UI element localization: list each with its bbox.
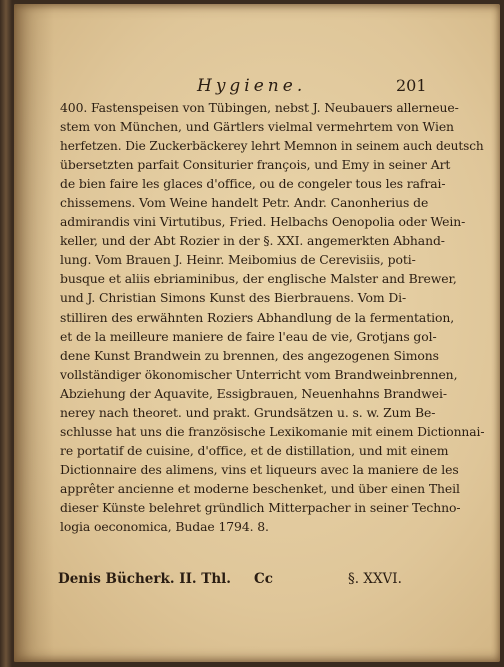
catchword-section: §. XXVI.	[348, 571, 402, 587]
text-line: dieser Künste belehret gründlich Mitterpacher in seiner Techno-	[60, 499, 461, 515]
text-line: de bien faire les glaces d'office, ou de congeler tous les rafrai-	[60, 176, 446, 192]
page-number: 201	[396, 76, 427, 95]
text-line: 400. Fastenspeisen von Tübingen, nebst J. Neubauers allerneue-	[60, 100, 459, 115]
text-line: lung. Vom Brauen J. Heinr. Meibomius de Cerevisiis, poti-	[60, 252, 416, 268]
text-line: Dictionnaire des alimens, vins et liqueurs avec la maniere de les	[60, 461, 459, 477]
text-line: Abziehung der Aquavite, Essigbrauen, Neuenhahns Brandwei-	[60, 385, 447, 401]
text-line: herfetzen. Die Zuckerbäckerey lehrt Memnon in seinem auch deutsch	[60, 138, 484, 154]
text-line: apprêter ancienne et moderne beschenket, und über einen Theil	[60, 480, 460, 496]
text-line: stilliren des erwähnten Roziers Abhandlung de la fermentation,	[60, 309, 455, 325]
text-line: dene Kunst Brandwein zu brennen, des angezogenen Simons	[60, 347, 439, 363]
text-line: nerey nach theoret. und prakt. Grundsätzen u. s. w. Zum Be-	[60, 404, 436, 420]
text-line: vollständiger ökonomischer Unterricht vom Brandweinbrennen,	[60, 366, 458, 382]
text-line: re portatif de cuisine, d'office, et de distillation, und mit einem	[60, 442, 449, 458]
running-head	[14, 76, 500, 96]
text-line: stem von München, und Gärtlers vielmal vermehrtem von Wien	[60, 119, 454, 135]
text-line: et de la meilleure maniere de faire l'eau de vie, Grotjans gol-	[60, 328, 437, 344]
text-line: und J. Christian Simons Kunst des Bierbrauens. Vom Di-	[60, 290, 407, 306]
text-line: busque et aliis ebriaminibus, der englische Malster and Brewer,	[60, 271, 457, 287]
text-line: schlusse hat uns die französische Lexikomanie mit einem Dictionnai-	[60, 423, 485, 439]
gutter-shadow	[14, 4, 54, 662]
running-title: Hygiene.	[197, 76, 307, 96]
text-line: admirandis vini Virtutibus, Fried. Helbachs Oenopolia oder Wein-	[60, 214, 466, 230]
text-line: keller, und der Abt Rozier in der §. XXI. angemerkten Abhand-	[60, 233, 445, 249]
text-line: logia oeconomica, Budae 1794. 8.	[60, 519, 269, 535]
catchline-title: Denis Bücherk. II. Thl.	[58, 571, 231, 587]
text-line: übersetzten parfait Consiturier françois, und Emy in seiner Art	[60, 157, 451, 173]
body-text	[60, 98, 484, 536]
page-footer	[14, 571, 500, 591]
signature-mark: Cc	[254, 571, 273, 587]
text-line: chissemens. Vom Weine handelt Petr. Andr. Canonherius de	[60, 195, 429, 211]
book-page	[14, 4, 500, 662]
